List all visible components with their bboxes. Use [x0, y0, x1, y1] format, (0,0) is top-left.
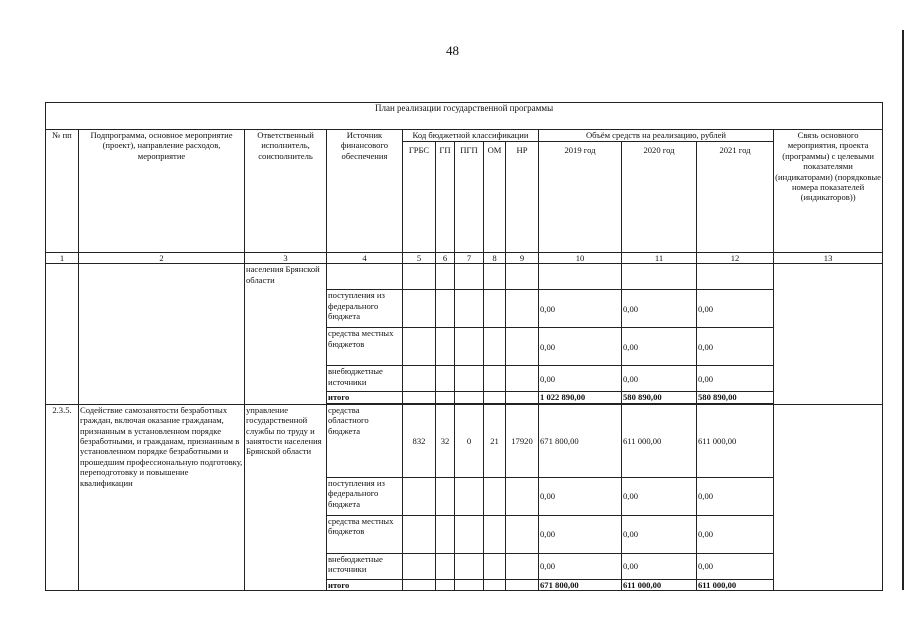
- column-number: 9: [506, 253, 539, 264]
- column-number: 1: [46, 253, 79, 264]
- cell-source: итого: [327, 579, 403, 590]
- column-number: 13: [774, 253, 883, 264]
- cell-2021: 0,00: [697, 328, 774, 366]
- header-2019: 2019 год: [539, 142, 622, 253]
- cell-2021: 611 000,00: [697, 579, 774, 590]
- header-row-1: [46, 130, 883, 142]
- cell-2019: 0,00: [539, 515, 622, 553]
- cell-2020: 0,00: [622, 366, 697, 392]
- cell-2019: 0,00: [539, 477, 622, 515]
- cell-grbs: 832: [403, 404, 436, 477]
- cell-num: [46, 264, 79, 404]
- header-volume: Объём средств на реализацию, рублей: [539, 130, 774, 142]
- cell-source: средства местных бюджетов: [327, 515, 403, 553]
- cell-source: [327, 264, 403, 290]
- cell-2020: 611 000,00: [622, 579, 697, 590]
- column-number: 4: [327, 253, 403, 264]
- cell-2021: 580 890,00: [697, 392, 774, 403]
- cell-2020: 580 890,00: [622, 392, 697, 403]
- cell-source: итого: [327, 392, 403, 403]
- cell-2019: 0,00: [539, 553, 622, 579]
- cell-source: средства местных бюджетов: [327, 328, 403, 366]
- cell-om: 21: [484, 404, 506, 477]
- column-number: 7: [455, 253, 484, 264]
- header-gp: ГП: [436, 142, 455, 253]
- table-title-row: [46, 103, 883, 130]
- cell-source: поступления из федерального бюджета: [327, 477, 403, 515]
- cell-2019: 0,00: [539, 290, 622, 328]
- cell-2019: 0,00: [539, 328, 622, 366]
- header-link: Связь основного мероприятия, проекта (программы) с целевыми показателями (индикаторами) (порядковые номера показателей (индикаторов)): [774, 130, 883, 253]
- column-number: 3: [245, 253, 327, 264]
- cell-2021: 0,00: [697, 290, 774, 328]
- cell-2021: 0,00: [697, 515, 774, 553]
- header-nr: НР: [506, 142, 539, 253]
- cell-2019: 1 022 890,00: [539, 392, 622, 403]
- cell-responsible: управление государственной службы по труду и занятости населения Брянской области: [245, 404, 327, 590]
- cell-link: [774, 264, 883, 404]
- column-number: 5: [403, 253, 436, 264]
- cell-2021: 0,00: [697, 553, 774, 579]
- cell-2020: 611 000,00: [622, 404, 697, 477]
- cell-name: [79, 264, 245, 404]
- header-responsible: Ответственный исполнитель, соисполнитель: [245, 130, 327, 253]
- column-number-row: [46, 253, 883, 264]
- header-pgp: ПГП: [455, 142, 484, 253]
- header-name: Подпрограмма, основное мероприятие (проект), направление расходов, мероприятие: [79, 130, 245, 253]
- cell-2020: 0,00: [622, 290, 697, 328]
- cell-2021: 611 000,00: [697, 404, 774, 477]
- cell-link: [774, 404, 883, 590]
- cell-2019: 0,00: [539, 366, 622, 392]
- cell-num: 2.3.5.: [46, 404, 79, 590]
- header-om: ОМ: [484, 142, 506, 253]
- header-budget-code: Код бюджетной классификации: [403, 130, 539, 142]
- page-edge-rule: [902, 30, 904, 590]
- header-2020: 2020 год: [622, 142, 697, 253]
- cell-nr: 17920: [506, 404, 539, 477]
- table-row: [46, 264, 883, 290]
- column-number: 11: [622, 253, 697, 264]
- header-num: № пп: [46, 130, 79, 253]
- column-number: 10: [539, 253, 622, 264]
- cell-2021: 0,00: [697, 477, 774, 515]
- plan-table: [45, 102, 883, 591]
- cell-gp: 32: [436, 404, 455, 477]
- cell-source: средства областного бюджета: [327, 404, 403, 477]
- column-number: 12: [697, 253, 774, 264]
- cell-source: внебюджетные источники: [327, 553, 403, 579]
- cell-source: поступления из федерального бюджета: [327, 290, 403, 328]
- cell-2019: 671 800,00: [539, 579, 622, 590]
- column-number: 6: [436, 253, 455, 264]
- cell-pgp: 0: [455, 404, 484, 477]
- cell-2021: 0,00: [697, 366, 774, 392]
- column-number: 2: [79, 253, 245, 264]
- cell-2019: 671 800,00: [539, 404, 622, 477]
- header-2021: 2021 год: [697, 142, 774, 253]
- cell-responsible: населения Брянской области: [245, 264, 327, 404]
- header-grbs: ГРБС: [403, 142, 436, 253]
- header-source: Источник финансового обеспечения: [327, 130, 403, 253]
- column-number: 8: [484, 253, 506, 264]
- table-row: [46, 404, 883, 477]
- cell-2020: 0,00: [622, 515, 697, 553]
- cell-source: внебюджетные источники: [327, 366, 403, 392]
- cell-2020: 0,00: [622, 328, 697, 366]
- page-number: 48: [446, 43, 459, 58]
- cell-2020: 0,00: [622, 553, 697, 579]
- table-title: План реализации государственной программы: [46, 103, 883, 130]
- cell-name: Содействие самозанятости безработных граждан, включая оказание гражданам, признанным в установленном порядке безработными, и гражданам, признанным в установленном порядке безработными и прошедшим профессиональную подготовку, переподготовку и повышение квалификации: [79, 404, 245, 590]
- cell-2020: 0,00: [622, 477, 697, 515]
